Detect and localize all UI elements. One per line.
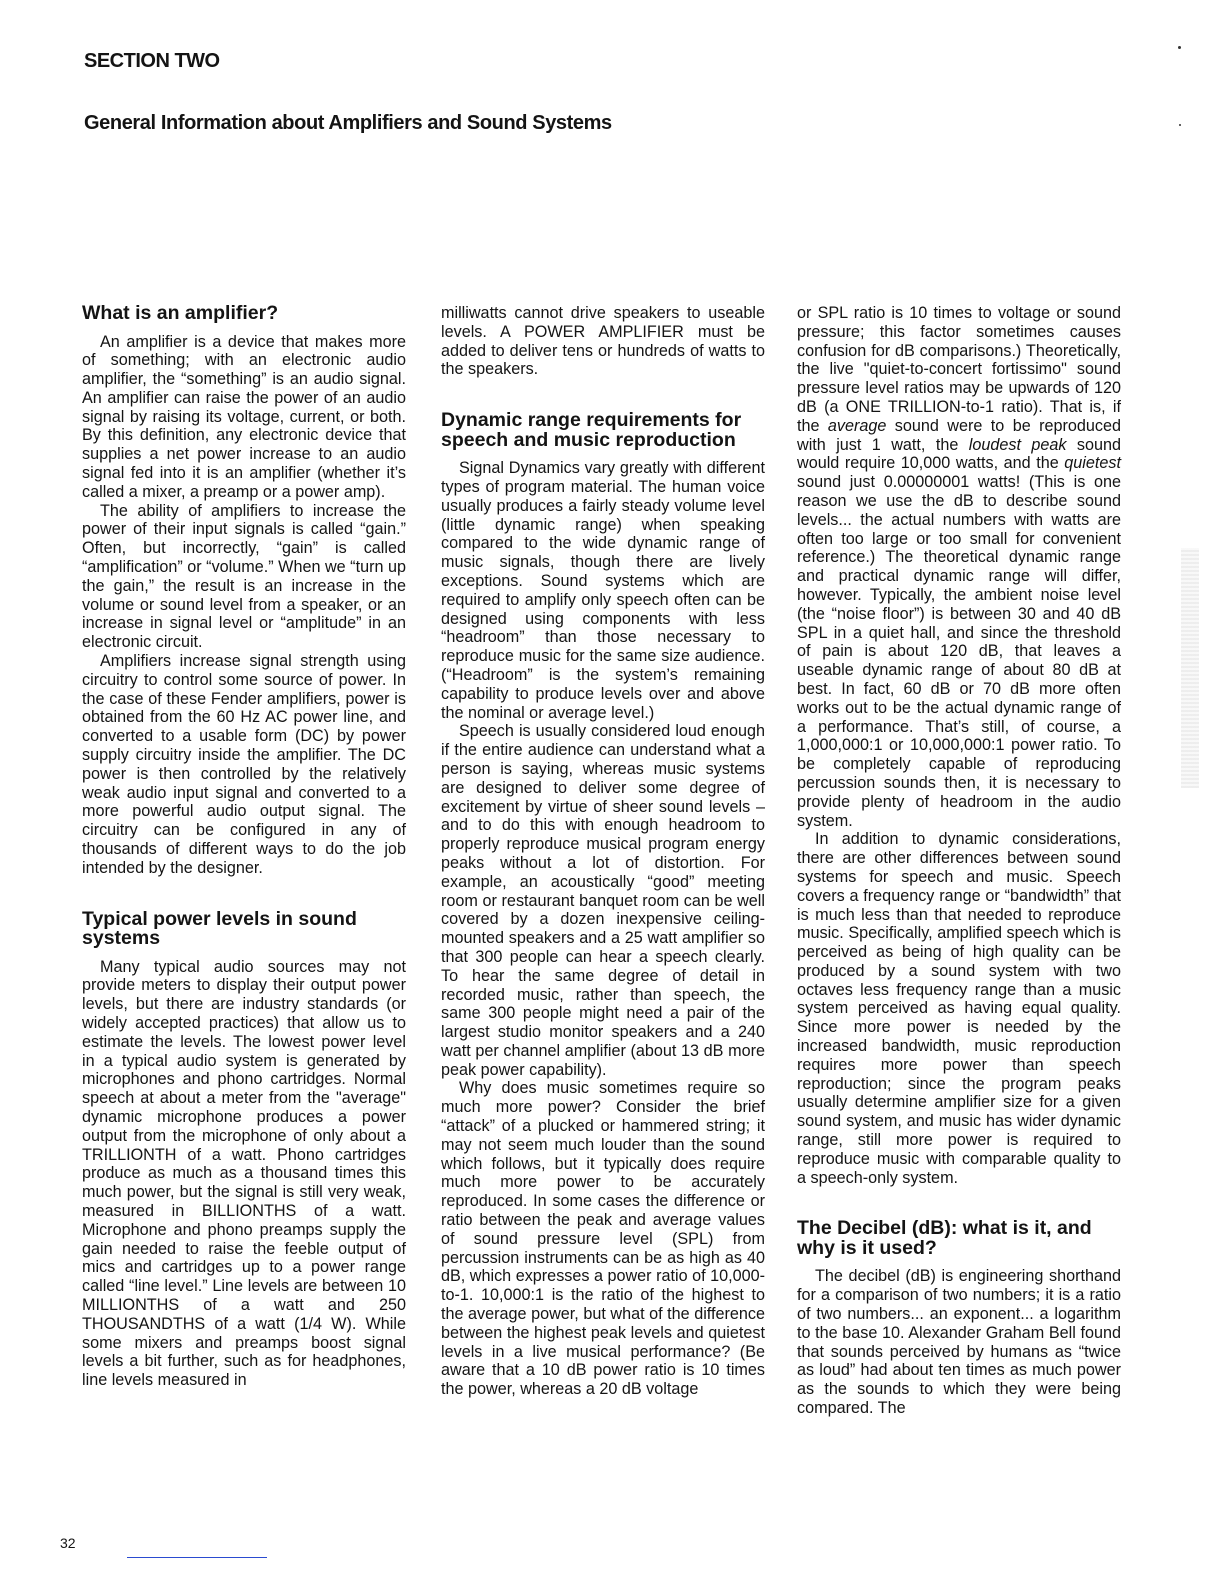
paragraph: Why does music sometimes require so much more power? Consider the brief “attack” of a plucked or hammered string; it may not seem much louder than the sound which follows, but it typically does require much more power to be accurately reproduced. In some cases the difference or ratio between the peak and average values of sound pressure level (SPL) from percussion instruments can be as high as 40 dB, which expresses a power ratio of 10,000-to-1. 10,000:1 is the ratio of the highest to the average power, but what of the difference between the highest peak levels and quietest levels in a live musical performance? (Be aware that a 10 dB power ratio is 10 times the power, whereas a 20 dB voltage	[441, 1079, 765, 1399]
heading-dynamic-range: Dynamic range requirements for speech and music reproduction	[441, 409, 742, 451]
text-run: sound would require 10,000 watts, and the	[797, 435, 1121, 473]
text-run: sound just 0.00000001 watts! (This is one reason we use the dB to describe sound levels... the actual numbers with watts are often too large or too small for convenient reference.) The theoretical dynamic range and practical dynamic range will differ, however. Typically, the ambient noise level (the “noise floor”) is between 30 and 40 dB SPL in a quiet hall, and since the threshold of pain is about 120 dB, that leaves a useable dynamic range of about 80 dB at best. In fact, 60 dB or 70 dB more often works out to be the actual dynamic range of a performance. That’s still, of course, a 1,000,000:1 or 10,000,000:1 power ratio. To be completely capable of reproducing percussion sounds then, it is necessary to provide plenty of headroom in the audio system.	[797, 473, 1121, 830]
section-label: SECTION TWO	[84, 50, 220, 72]
paragraph: Amplifiers increase signal strength using circuitry to control some source of power. In the case of these Fender amplifiers, power is obtained from the 60 Hz AC power line, and converted to a usable form (DC) by power supply circuitry inside the amplifier. The DC power is then controlled by the relatively weak audio input signal and converted to a more powerful audio output signal. The circuitry can be configured in any of thousands of different ways to do the job intended by the designer.	[82, 652, 406, 877]
text-run: sound were to be reproduced with just 1 watt, the	[797, 416, 1121, 454]
paragraph: In addition to dynamic considerations, there are other differences between sound systems for speech and music. Speech covers a frequency range or “bandwidth” that is much less than that needed to reproduce music. Specifically, amplified speech which is perceived as being of high quality can be produced by a sound system with two octaves less frequency range than a music system perceived as having equal quality. Since more power is needed by the increased bandwidth, music reproduction requires more power than speech reproduction; since the program peaks usually determine amplifier size for a given sound system, and music has wider dynamic range, still more power is required to reproduce music with comparable quality to a speech-only system.	[797, 830, 1121, 1187]
emphasis-quietest: quietest	[1064, 454, 1121, 473]
paragraph: An amplifier is a device that makes more of something; with an electronic audio amplifier, the “something” is an audio signal. An amplifier can raise the power of an audio signal by raising its voltage, current, or both. By this definition, any electronic device that supplies a net power increase to an audio signal fed into it is an amplifier (whether it’s called a mixer, a preamp or a power amp).	[82, 332, 406, 501]
footer-rule	[127, 1557, 267, 1558]
scan-edge-artifact	[1181, 548, 1199, 788]
scan-speck	[1178, 46, 1181, 49]
paragraph-continued	[797, 304, 1121, 830]
scan-speck	[1179, 124, 1181, 126]
text-column-3	[797, 304, 1121, 1418]
heading-what-is-an-amplifier: What is an amplifier?	[82, 302, 279, 324]
emphasis-loudest-peak: loudest peak	[968, 435, 1067, 454]
paragraph: Speech is usually considered loud enough if the entire audience can understand what a person is saying, whereas music systems are designed to deliver some degree of excitement by virtue of sheer sound levels – and to do this with enough headroom to properly reproduce musical program energy peaks without a lot of distortion. For example, an acoustically “good” meeting room or restaurant banquet room can be well covered by a dozen inexpensive ceiling-mounted speakers and a 25 watt amplifier so that 300 people can hear a speech clearly. To hear the same degree of detail in recorded music, rather than speech, the same 300 people might need a pair of the largest studio monitor speakers and a 240 watt per channel amplifier (about 13 dB more peak power capability).	[441, 722, 765, 1079]
paragraph: Many typical audio sources may not provide meters to display their output power levels, but there are industry standards (or widely accepted practices) that allow us to estimate the levels. The lowest power level in a typical audio system is generated by microphones and phono cartridges. Normal speech at about a meter from the "average" dynamic microphone produces a power output from the microphone of only about a TRILLIONTH of a watt. Phono cartridges produce as much as a thousand times this much power, but the signal is still very weak, measured in BILLIONTHS of a watt. Microphone and phono preamps supply the gain needed to raise the feeble output of mics and cartridges up to a power range called “line level.” Line levels are between 10 MILLIONTHS of a watt and 250 THOUSANDTHS of a watt (1/4 W). While some mixers and preamps boost signal levels a bit further, such as for headphones, line levels measured in	[82, 957, 406, 1390]
heading-typical-power-levels: Typical power levels in sound systems	[82, 907, 357, 950]
paragraph: The decibel (dB) is engineering shorthand for a comparison of two numbers; it is a ratio of two numbers... an exponent... a logarithm to the base 10. Alexander Graham Bell found that sounds perceived by humans as “twice as loud” had about ten times as much power as the sounds to which they were being compared. The	[797, 1267, 1121, 1418]
text-column-1	[82, 304, 406, 1390]
page-title: General Information about Amplifiers and Sound Systems	[84, 112, 612, 134]
paragraph-continued: milliwatts cannot drive speakers to useable levels. A POWER AMPLIFIER must be added to deliver tens or hundreds of watts to the speakers.	[441, 304, 765, 379]
paragraph: The ability of amplifiers to increase the power of their input signals is called “gain.” Often, but incorrectly, “gain” is called “amplification” or “volume.” When we “turn up the gain,” the result is an increase in the volume or sound level from a speaker, or an increase in signal level or “amplitude” in an electronic circuit.	[82, 501, 406, 652]
paragraph: Signal Dynamics vary greatly with different types of program material. The human voice usually produces a fairly steady volume level (little dynamic range) when speaking compared to the wide dynamic range of music signals, though there are lively exceptions. Sound systems which are required to amplify only speech often can be designed using components with less “headroom” than those necessary to reproduce music for the same size audience. (“Headroom” is the system’s remaining capability to produce levels over and above the nominal or average level.)	[441, 459, 765, 722]
heading-decibel: The Decibel (dB): what is it, and why is it used?	[797, 1217, 1092, 1259]
page-number: 32	[60, 1535, 76, 1551]
emphasis-average: average	[827, 416, 887, 435]
text-column-2	[441, 304, 765, 1399]
text-run: or SPL ratio is 10 times to voltage or sound pressure; this factor sometimes causes confusion for dB comparisons.) Theoretically, the live "quiet-to-concert fortissimo" sound pressure level ratios may be upwards of 120 dB (a ONE TRILLION-to-1 ratio). That is, if the	[797, 304, 1121, 435]
